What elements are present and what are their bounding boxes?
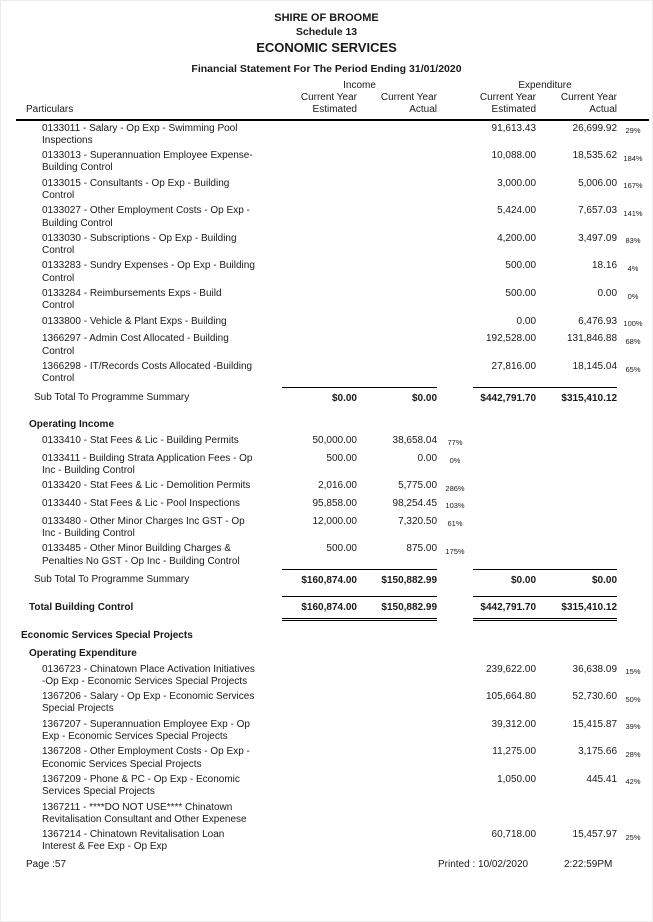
cell-inc-pct <box>437 287 473 315</box>
cell-exp-est: $0.00 <box>473 569 536 596</box>
cell-inc-act: 875.00 <box>406 543 438 555</box>
cell-inc-est <box>282 204 357 232</box>
cell-exp-pct: 184% <box>623 153 643 163</box>
expenditure-group-header: Expenditure <box>518 80 572 91</box>
printed-time: 2:22:59PM <box>564 859 613 870</box>
heading-row <box>16 414 649 433</box>
particulars-header: Particulars <box>16 92 282 120</box>
total-row <box>16 597 649 619</box>
cell-label: Total Building Control <box>29 601 134 613</box>
cell-exp-est: 39,312.00 <box>491 718 537 730</box>
cell-label: 0133027 - Other Employment Costs - Op Exp - Building Control <box>42 205 250 229</box>
cell-inc-est <box>282 231 357 259</box>
cell-label: 0133411 - Building Strata Application Fees - Op Inc - Building Control <box>42 452 253 476</box>
cell-inc-est <box>282 800 357 828</box>
cell-label: 0133440 - Stat Fees & Lic - Pool Inspections <box>42 497 240 509</box>
report-title-block <box>1 1 652 76</box>
cell-exp-est: 27,816.00 <box>491 361 537 373</box>
section-heading: Operating Income <box>29 418 115 430</box>
cell-exp-est <box>473 479 536 497</box>
cell-inc-act <box>357 360 437 388</box>
cell-exp-pct: 0% <box>627 291 639 301</box>
cell-inc-pct <box>437 231 473 259</box>
table-row <box>16 772 649 800</box>
cell-exp-pct <box>617 800 649 828</box>
cell-exp-pct: 4% <box>627 263 639 273</box>
cell-exp-est: 4,200.00 <box>497 232 537 244</box>
column-label: Current Year <box>300 92 357 103</box>
cell-exp-act: $315,410.12 <box>536 387 617 414</box>
table-row <box>16 690 649 718</box>
table-row <box>16 176 649 204</box>
cell-exp-est <box>473 800 536 828</box>
cell-inc-est <box>282 662 357 690</box>
cell-label: 1367214 - Chinatown Revitalisation Loan Interest & Fee Exp - Op Exp <box>42 829 225 853</box>
section-heading: Economic Services Special Projects <box>21 629 193 641</box>
heading-row <box>16 643 649 662</box>
cell-inc-est: $0.00 <box>282 387 357 414</box>
cell-inc-act: 7,320.50 <box>398 515 438 527</box>
column-label: Estimated <box>312 104 357 115</box>
table-row <box>16 120 649 149</box>
header-spacer <box>617 92 649 120</box>
cell-inc-pct: 0% <box>449 456 461 466</box>
cell-exp-est <box>473 451 536 479</box>
cell-label: 0133485 - Other Minor Building Charges & Penalties No GST - Op Inc - Building Control <box>42 543 240 567</box>
cell-inc-est <box>282 717 357 745</box>
cell-exp-est: 1,050.00 <box>497 773 537 785</box>
cell-inc-act: $150,882.99 <box>357 569 437 596</box>
column-label: Current Year <box>479 92 537 103</box>
cell-exp-act: 3,175.66 <box>578 746 618 758</box>
cell-inc-est: 12,000.00 <box>312 515 357 527</box>
cell-exp-est: 500.00 <box>505 288 537 300</box>
cell-inc-act: 38,658.04 <box>392 434 438 446</box>
cell-inc-pct <box>437 800 473 828</box>
cell-exp-act <box>536 542 617 570</box>
cell-inc-est: 500.00 <box>326 543 357 555</box>
cell-label: 1366297 - Admin Cost Allocated - Building Control <box>42 333 229 357</box>
cell-inc-est: 50,000.00 <box>312 434 357 446</box>
cell-exp-pct <box>617 387 649 414</box>
subtotal-row <box>16 569 649 596</box>
cell-exp-est: 5,424.00 <box>497 205 537 217</box>
cell-inc-est <box>282 828 357 856</box>
cell-exp-est: $442,791.70 <box>473 387 536 414</box>
cell-inc-pct <box>437 690 473 718</box>
subtotal-row <box>16 387 649 414</box>
cell-exp-pct: 141% <box>623 208 643 218</box>
cell-exp-pct: 100% <box>623 319 643 329</box>
cell-exp-est <box>473 496 536 514</box>
cell-exp-act: 3,497.09 <box>578 232 618 244</box>
cell-inc-est: $160,874.00 <box>282 569 357 596</box>
table-row <box>16 542 649 570</box>
table-row <box>16 514 649 542</box>
cell-exp-pct <box>617 542 649 570</box>
column-label: Current Year <box>380 92 438 103</box>
cell-exp-est: 91,613.43 <box>491 122 537 134</box>
table-row <box>16 662 649 690</box>
table-row <box>16 360 649 388</box>
cell-exp-act <box>536 800 617 828</box>
cell-label: Sub Total To Programme Summary <box>34 392 190 404</box>
cell-exp-act: 131,846.88 <box>566 333 618 345</box>
cell-exp-pct <box>617 496 649 514</box>
cell-exp-act <box>536 514 617 542</box>
cell-exp-act: $0.00 <box>536 569 617 596</box>
cell-inc-act <box>357 231 437 259</box>
cell-exp-est: 239,622.00 <box>485 663 537 675</box>
cell-inc-est: 95,858.00 <box>312 497 357 509</box>
cell-inc-act <box>357 149 437 177</box>
table-row <box>16 433 649 451</box>
cell-inc-pct <box>437 204 473 232</box>
column-label: Actual <box>409 104 438 115</box>
cell-inc-est <box>282 690 357 718</box>
cell-inc-est <box>282 332 357 360</box>
cell-inc-est: 500.00 <box>326 452 357 464</box>
cell-exp-act: $315,410.12 <box>536 597 617 619</box>
cell-exp-act: 0.00 <box>597 288 618 300</box>
cell-inc-act <box>357 120 437 149</box>
cell-exp-pct: 28% <box>625 749 641 759</box>
cell-inc-pct <box>437 314 473 332</box>
cell-inc-act <box>357 828 437 856</box>
cell-exp-pct <box>617 433 649 451</box>
cell-exp-pct: 39% <box>625 722 641 732</box>
cell-inc-act: 98,254.45 <box>392 497 438 509</box>
heading-row <box>16 619 649 643</box>
cell-exp-pct: 68% <box>625 336 641 346</box>
column-label: Current Year <box>560 92 618 103</box>
cell-exp-pct <box>617 514 649 542</box>
cell-exp-est: 0.00 <box>516 315 537 327</box>
cell-label: 1367209 - Phone & PC - Op Exp - Economic Services Special Projects <box>42 773 240 798</box>
cell-label: 0133283 - Sundry Expenses - Op Exp - Building Control <box>42 260 255 284</box>
cell-inc-est <box>282 360 357 388</box>
cell-inc-est: 2,016.00 <box>318 480 357 492</box>
cell-inc-act <box>357 662 437 690</box>
cell-exp-pct <box>617 479 649 497</box>
cell-inc-act: 0.00 <box>417 452 438 464</box>
cell-exp-act: 36,638.09 <box>572 663 618 675</box>
cell-inc-est: $160,874.00 <box>282 597 357 619</box>
cell-exp-est: 105,664.80 <box>485 691 537 703</box>
cell-inc-pct: 286% <box>445 483 465 493</box>
cell-inc-act <box>357 717 437 745</box>
cell-inc-act: $150,882.99 <box>357 597 437 619</box>
cell-inc-pct <box>437 120 473 149</box>
table-row <box>16 314 649 332</box>
income-estimated-header <box>282 92 357 120</box>
table-row <box>16 204 649 232</box>
cell-exp-est <box>473 542 536 570</box>
cell-label: 1367211 - ****DO NOT USE**** Chinatown Revitalisation Consultant and Other Expenese <box>42 801 247 825</box>
cell-label: 0133420 - Stat Fees & Lic - Demolition Permits <box>42 480 251 492</box>
cell-inc-pct <box>437 745 473 773</box>
cell-inc-pct <box>437 569 473 596</box>
cell-label: Sub Total To Programme Summary <box>34 574 190 586</box>
expenditure-estimated-header <box>473 92 536 120</box>
table-row <box>16 800 649 828</box>
cell-inc-est <box>282 287 357 315</box>
cell-inc-pct <box>437 597 473 619</box>
cell-inc-pct <box>437 332 473 360</box>
report-subtitle: Financial Statement For The Period Ending 31/01/2020 <box>191 63 462 75</box>
table-row <box>16 828 649 856</box>
income-group-header: Income <box>343 80 376 91</box>
cell-exp-act: 445.41 <box>586 773 618 785</box>
cell-exp-act: 18.16 <box>591 260 618 272</box>
column-label: Actual <box>589 104 618 115</box>
cell-inc-est <box>282 120 357 149</box>
cell-inc-pct <box>437 360 473 388</box>
cell-exp-pct <box>617 597 649 619</box>
header-spacer <box>617 80 649 92</box>
cell-exp-est <box>473 433 536 451</box>
cell-exp-act <box>536 451 617 479</box>
cell-exp-act: 26,699.92 <box>572 122 618 134</box>
cell-exp-act <box>536 433 617 451</box>
table-row <box>16 496 649 514</box>
cell-exp-act: 18,145.04 <box>572 361 618 373</box>
cell-exp-act: 5,006.00 <box>578 177 618 189</box>
cell-inc-act <box>357 772 437 800</box>
table-row <box>16 149 649 177</box>
cell-exp-est: 10,088.00 <box>491 150 537 162</box>
cell-inc-pct <box>437 662 473 690</box>
cell-exp-est: 3,000.00 <box>497 177 537 189</box>
report-rows <box>16 120 649 855</box>
table-row <box>16 479 649 497</box>
table-row <box>16 332 649 360</box>
table-row <box>16 451 649 479</box>
cell-inc-act <box>357 287 437 315</box>
cell-inc-act: 5,775.00 <box>398 480 438 492</box>
cell-inc-est <box>282 149 357 177</box>
cell-inc-est <box>282 745 357 773</box>
cell-exp-est: $442,791.70 <box>473 597 536 619</box>
financial-table <box>16 80 649 855</box>
cell-label: 1367207 - Superannuation Employee Exp - Op Exp - Economic Services Special Projects <box>42 718 250 743</box>
cell-label: 0136723 - Chinatown Place Activation Initiatives -Op Exp - Economic Services Special Projects <box>42 663 255 687</box>
cell-exp-pct: 15% <box>625 667 641 677</box>
cell-inc-est <box>282 314 357 332</box>
page-title: ECONOMIC SERVICES <box>256 40 397 55</box>
table-row <box>16 717 649 745</box>
header-spacer <box>437 92 473 120</box>
cell-label: 0133015 - Consultants - Op Exp - Building Control <box>42 177 230 201</box>
cell-inc-act <box>357 800 437 828</box>
cell-label: 0133410 - Stat Fees & Lic - Building Permits <box>42 434 239 446</box>
cell-exp-pct: 167% <box>623 181 643 191</box>
cell-label: 1367208 - Other Employment Costs - Op Exp - Economic Services Special Projects <box>42 746 250 770</box>
cell-inc-pct <box>437 149 473 177</box>
table-row <box>16 287 649 315</box>
cell-inc-pct: 77% <box>447 438 463 448</box>
cell-exp-pct <box>617 569 649 596</box>
cell-inc-pct <box>437 828 473 856</box>
cell-exp-act: 18,535.62 <box>572 150 618 162</box>
cell-inc-pct: 61% <box>447 519 463 529</box>
cell-inc-act <box>357 176 437 204</box>
cell-exp-est: 60,718.00 <box>491 829 537 841</box>
cell-exp-pct: 65% <box>625 364 641 374</box>
column-label: Estimated <box>491 104 537 115</box>
cell-exp-act: 7,657.03 <box>578 205 618 217</box>
cell-exp-act <box>536 479 617 497</box>
cell-inc-est <box>282 772 357 800</box>
cell-inc-act <box>357 690 437 718</box>
cell-inc-act <box>357 332 437 360</box>
cell-inc-pct: 175% <box>445 546 465 556</box>
cell-exp-act: 6,476.93 <box>578 315 618 327</box>
cell-exp-pct: 29% <box>625 126 641 135</box>
cell-inc-pct: 103% <box>445 501 465 511</box>
expenditure-actual-header <box>536 92 617 120</box>
cell-label: 0133013 - Superannuation Employee Expense- Building Control <box>42 150 253 174</box>
printed-date: Printed : 10/02/2020 <box>438 859 529 870</box>
cell-label: 1366298 - IT/Records Costs Allocated -Building Control <box>42 361 253 385</box>
cell-label: 1367206 - Salary - Op Exp - Economic Services Special Projects <box>42 691 255 715</box>
cell-exp-act: 15,457.97 <box>572 829 618 841</box>
organisation-name: SHIRE OF BROOME <box>274 12 379 24</box>
cell-inc-est <box>282 259 357 287</box>
income-actual-header <box>357 92 437 120</box>
cell-exp-act: 15,415.87 <box>572 718 618 730</box>
cell-inc-pct <box>437 717 473 745</box>
page-number: Page :57 <box>26 859 67 870</box>
cell-exp-pct: 42% <box>625 777 641 787</box>
table-row <box>16 231 649 259</box>
cell-inc-pct <box>437 772 473 800</box>
cell-exp-pct <box>617 451 649 479</box>
cell-exp-act: 52,730.60 <box>572 691 618 703</box>
table-header <box>16 80 649 120</box>
header-spacer <box>437 80 473 92</box>
cell-label: 0133030 - Subscriptions - Op Exp - Building Control <box>42 232 237 257</box>
cell-inc-act <box>357 745 437 773</box>
cell-exp-est: 192,528.00 <box>485 333 537 345</box>
header-spacer <box>16 80 282 92</box>
cell-inc-act <box>357 204 437 232</box>
cell-exp-act <box>536 496 617 514</box>
cell-inc-pct <box>437 176 473 204</box>
section-heading: Operating Expenditure <box>29 647 137 659</box>
cell-exp-est: 500.00 <box>505 260 537 272</box>
table-row <box>16 259 649 287</box>
cell-label: 0133011 - Salary - Op Exp - Swimming Pool Inspections <box>42 122 238 146</box>
cell-exp-pct: 25% <box>625 832 641 842</box>
cell-inc-pct <box>437 259 473 287</box>
cell-inc-est <box>282 176 357 204</box>
cell-inc-pct <box>437 387 473 414</box>
cell-exp-est <box>473 514 536 542</box>
cell-exp-pct: 83% <box>625 236 641 246</box>
cell-inc-act <box>357 259 437 287</box>
table-row <box>16 745 649 773</box>
cell-label: 0133284 - Reimbursements Exps - Build Control <box>42 288 222 312</box>
cell-inc-act: $0.00 <box>357 387 437 414</box>
cell-exp-pct: 50% <box>625 694 641 704</box>
cell-exp-est: 11,275.00 <box>492 746 537 758</box>
schedule-number: Schedule 13 <box>295 26 358 38</box>
cell-label: 0133480 - Other Minor Charges Inc GST - Op Inc - Building Control <box>42 515 245 540</box>
cell-inc-act <box>357 314 437 332</box>
cell-label: 0133800 - Vehicle & Plant Exps - Building <box>42 315 227 327</box>
